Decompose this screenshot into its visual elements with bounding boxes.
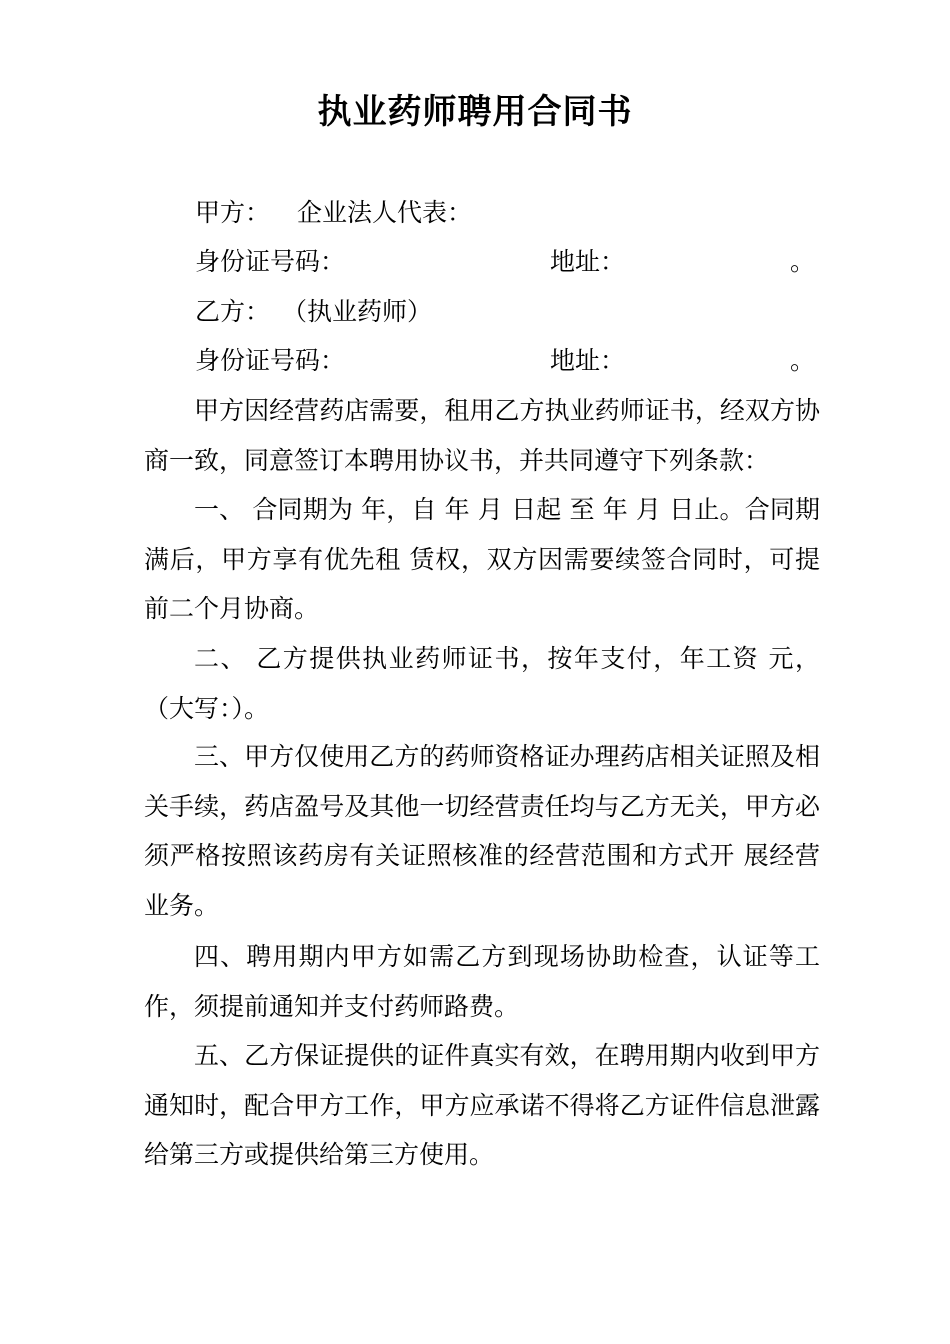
clause-1-paragraph: 一、 合同期为 年，自 年 月 日起 至 年 月 日止。合同期满后，甲方享有优先租 赁权，双方因需要续签合同时，可提前二个月协商。 bbox=[144, 495, 820, 623]
party-b-address-label: 地址： bbox=[550, 346, 626, 375]
clause-3-paragraph: 三、甲方仅使用乙方的药师资格证办理药店相关证照及相关手续，药店盈号及其他一切经营责任均与乙方无关，甲方必须严格按照该药房有关证照核准的经营范围和方式开 展经营业务。 bbox=[144, 742, 820, 920]
clause-5-paragraph: 五、乙方保证提供的证件真实有效，在聘用期内收到甲方通知时，配合甲方工作，甲方应承诺不得将乙方证件信息泄露给第三方或提供给第三方使用。 bbox=[144, 1041, 820, 1169]
party-a-end-mark: 。 bbox=[790, 247, 816, 276]
party-a-label: 甲方： bbox=[195, 198, 271, 227]
intro-paragraph: 甲方因经营药店需要，租用乙方执业药师证书，经双方协商一致，同意签订本聘用协议书，并共同遵守下列条款： bbox=[144, 396, 820, 475]
clause-4-paragraph: 四、聘用期内甲方如需乙方到现场协助检查，认证等工作，须提前通知并支付药师路费。 bbox=[144, 942, 820, 1021]
party-a-id-label: 身份证号码： bbox=[195, 247, 346, 276]
party-b-label: 乙方： bbox=[195, 297, 271, 326]
clause-2-paragraph: 二、 乙方提供执业药师证书，按年支付，年工资 元，（大写：）。 bbox=[144, 644, 820, 723]
party-b-role: （执业药师） bbox=[282, 297, 433, 326]
party-b-end-mark: 。 bbox=[790, 346, 816, 375]
party-a-rep-label: 企业法人代表： bbox=[297, 198, 473, 227]
party-b-id-label: 身份证号码： bbox=[195, 346, 346, 375]
party-a-address-label: 地址： bbox=[550, 247, 626, 276]
document-title: 执业药师聘用合同书 bbox=[317, 92, 633, 132]
